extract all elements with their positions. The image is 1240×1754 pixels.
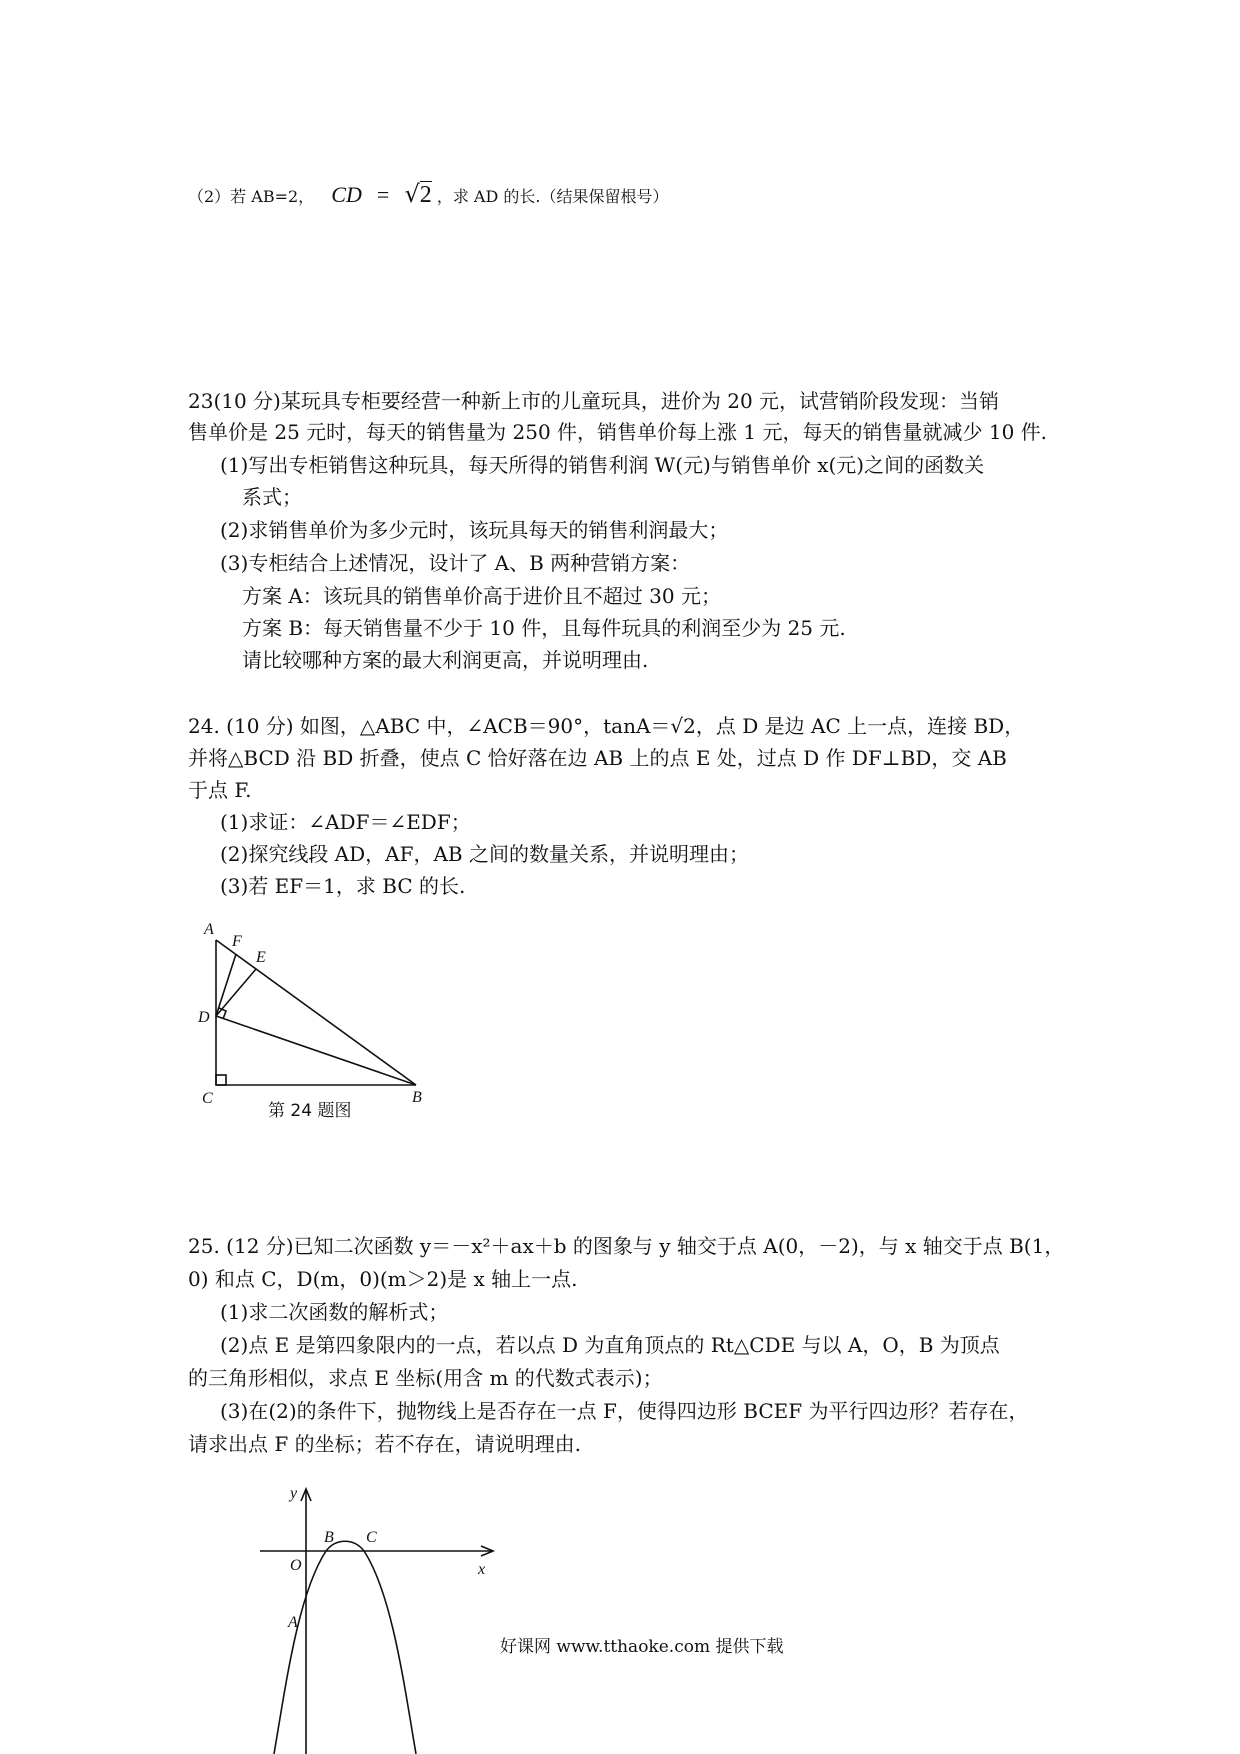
q25-line2: 0) 和点 C，D(m，0)(m＞2)是 x 轴上一点.: [188, 1267, 578, 1291]
q25-figure: [250, 1484, 510, 1754]
footer-download-note: 好课网 www.tthaoke.com 提供下载: [500, 1637, 784, 1657]
q24-label-e: E: [256, 949, 266, 966]
q23-part2: (2)求销售单价为多少元时，该玩具每天的销售利润最大；: [220, 518, 729, 542]
q22-equals: =: [376, 182, 390, 207]
q24-part3: (3)若 EF＝1，求 BC 的长.: [220, 874, 466, 898]
q23-plan-b: 方案 B：每天销售量不少于 10 件，且每件玩具的利润至少为 25 元.: [242, 616, 846, 640]
q25-part2a: (2)点 E 是第四象限内的一点，若以点 D 为直角顶点的 Rt△CDE 与以 A，O，B 为顶点: [220, 1333, 1000, 1357]
q22-sqrt-value: 2: [419, 182, 432, 208]
q24-part2: (2)探究线段 AD，AF，AB 之间的数量关系，并说明理由；: [220, 842, 749, 866]
q25-label-y: y: [290, 1485, 298, 1502]
q22-sqrt-sign: √: [404, 180, 420, 208]
q25-label-b: B: [324, 1529, 334, 1546]
q24-figure: [190, 920, 450, 1140]
q24-figure-caption: 第 24 题图: [268, 1101, 352, 1121]
q25-label-x: x: [478, 1561, 486, 1578]
q24-line3: 于点 F.: [188, 778, 252, 802]
q25-label-o: O: [290, 1557, 302, 1574]
q24-label-f: F: [232, 933, 242, 950]
q22-cd-symbol: CD: [331, 182, 362, 207]
q22-part2-suffix: ，求 AD 的长.（结果保留根号）: [436, 187, 669, 206]
q22-part2-prefix: （2）若 AB=2，: [188, 187, 315, 206]
q24-right-angle-c: [216, 1075, 226, 1085]
q24-label-d: D: [198, 1009, 210, 1026]
q24-part1: (1)求证：∠ADF＝∠EDF；: [220, 810, 471, 834]
q22-part2: [188, 180, 668, 209]
q24-label-a: A: [204, 921, 214, 938]
q25-part3a: (3)在(2)的条件下，抛物线上是否存在一点 F，使得四边形 BCEF 为平行四边形？若存在，: [220, 1399, 1029, 1423]
q24-segment-ab: [216, 940, 416, 1085]
q25-part2b: 的三角形相似，求点 E 坐标(用含 m 的代数式表示)；: [188, 1366, 663, 1390]
q25-part1: (1)求二次函数的解析式；: [220, 1300, 449, 1324]
q23-compare: 请比较哪种方案的最大利润更高，并说明理由.: [242, 648, 649, 672]
q24-segment-db: [216, 1016, 416, 1085]
q24-label-b: B: [412, 1089, 422, 1106]
q25-label-c: C: [366, 1529, 377, 1546]
q24-line2: 并将△BCD 沿 BD 折叠，使点 C 恰好落在边 AB 上的点 E 处，过点 D 作 DF⊥BD，交 AB: [188, 746, 1007, 770]
q25-line1: 25. (12 分)已知二次函数 y＝－x²＋ax＋b 的图象与 y 轴交于点 A(0，－2)，与 x 轴交于点 B(1，: [188, 1234, 1065, 1258]
q23-part1a: (1)写出专柜销售这种玩具，每天所得的销售利润 W(元)与销售单价 x(元)之间的函数关: [220, 453, 985, 477]
q24-label-c: C: [202, 1090, 213, 1107]
q23-line1: 23(10 分)某玩具专柜要经营一种新上市的儿童玩具，进价为 20 元，试营销阶段发现：当销: [188, 389, 1000, 413]
q24-segment-df: [216, 954, 236, 1016]
q23-part3: (3)专柜结合上述情况，设计了 A、B 两种营销方案：: [220, 551, 691, 575]
q23-line2: 售单价是 25 元时，每天的销售量为 250 件，销售单价每上涨 1 元，每天的销售量就减少 10 件.: [188, 420, 1048, 444]
q23-part1b: 系式；: [242, 485, 302, 509]
q25-label-a: A: [288, 1614, 298, 1631]
q25-part3b: 请求出点 F 的坐标；若不存在，请说明理由.: [188, 1432, 581, 1456]
q23-plan-a: 方案 A：该玩具的销售单价高于进价且不超过 30 元；: [242, 584, 721, 608]
q24-line1: 24. (10 分) 如图，△ABC 中，∠ACB＝90°，tanA＝√2，点 D 是边 AC 上一点，连接 BD，: [188, 714, 1025, 738]
